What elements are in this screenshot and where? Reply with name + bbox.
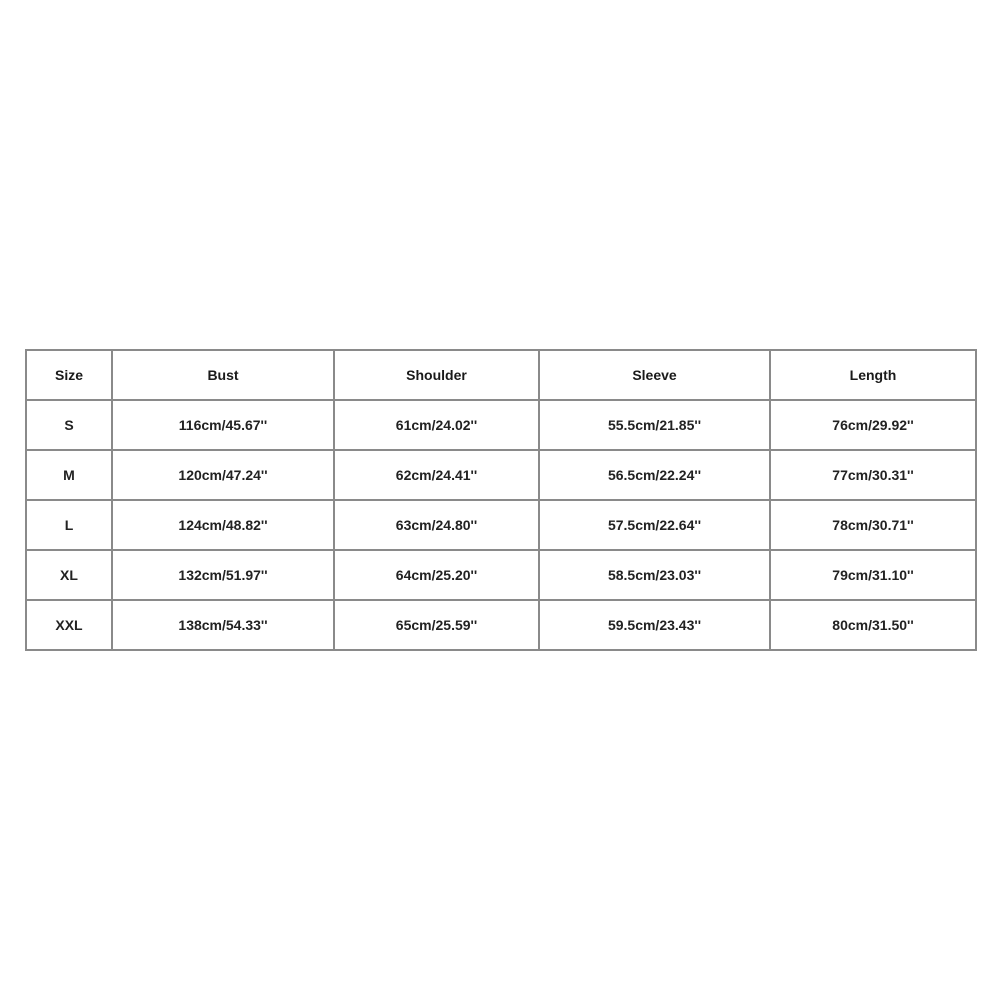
table-row: [26, 550, 976, 600]
cell-shoulder: 61cm/24.02'': [334, 400, 539, 450]
cell-sleeve: 55.5cm/21.85'': [539, 400, 770, 450]
cell-shoulder: 65cm/25.59'': [334, 600, 539, 650]
cell-bust: 132cm/51.97'': [112, 550, 334, 600]
cell-sleeve: 57.5cm/22.64'': [539, 500, 770, 550]
cell-length: 80cm/31.50'': [770, 600, 976, 650]
cell-size: XXL: [26, 600, 112, 650]
cell-shoulder: 64cm/25.20'': [334, 550, 539, 600]
cell-sleeve: 56.5cm/22.24'': [539, 450, 770, 500]
cell-sleeve: 58.5cm/23.03'': [539, 550, 770, 600]
cell-bust: 116cm/45.67'': [112, 400, 334, 450]
table-row: [26, 450, 976, 500]
table-row: [26, 600, 976, 650]
cell-length: 78cm/30.71'': [770, 500, 976, 550]
header-size: Size: [26, 350, 112, 400]
size-chart-table: [25, 349, 977, 651]
cell-length: 76cm/29.92'': [770, 400, 976, 450]
cell-shoulder: 63cm/24.80'': [334, 500, 539, 550]
header-bust: Bust: [112, 350, 334, 400]
cell-sleeve: 59.5cm/23.43'': [539, 600, 770, 650]
cell-bust: 120cm/47.24'': [112, 450, 334, 500]
header-shoulder: Shoulder: [334, 350, 539, 400]
header-sleeve: Sleeve: [539, 350, 770, 400]
cell-shoulder: 62cm/24.41'': [334, 450, 539, 500]
cell-size: XL: [26, 550, 112, 600]
table-header-row: [26, 350, 976, 400]
cell-size: L: [26, 500, 112, 550]
cell-length: 77cm/30.31'': [770, 450, 976, 500]
cell-bust: 138cm/54.33'': [112, 600, 334, 650]
cell-bust: 124cm/48.82'': [112, 500, 334, 550]
cell-size: M: [26, 450, 112, 500]
header-length: Length: [770, 350, 976, 400]
table-row: [26, 400, 976, 450]
cell-size: S: [26, 400, 112, 450]
cell-length: 79cm/31.10'': [770, 550, 976, 600]
table-row: [26, 500, 976, 550]
